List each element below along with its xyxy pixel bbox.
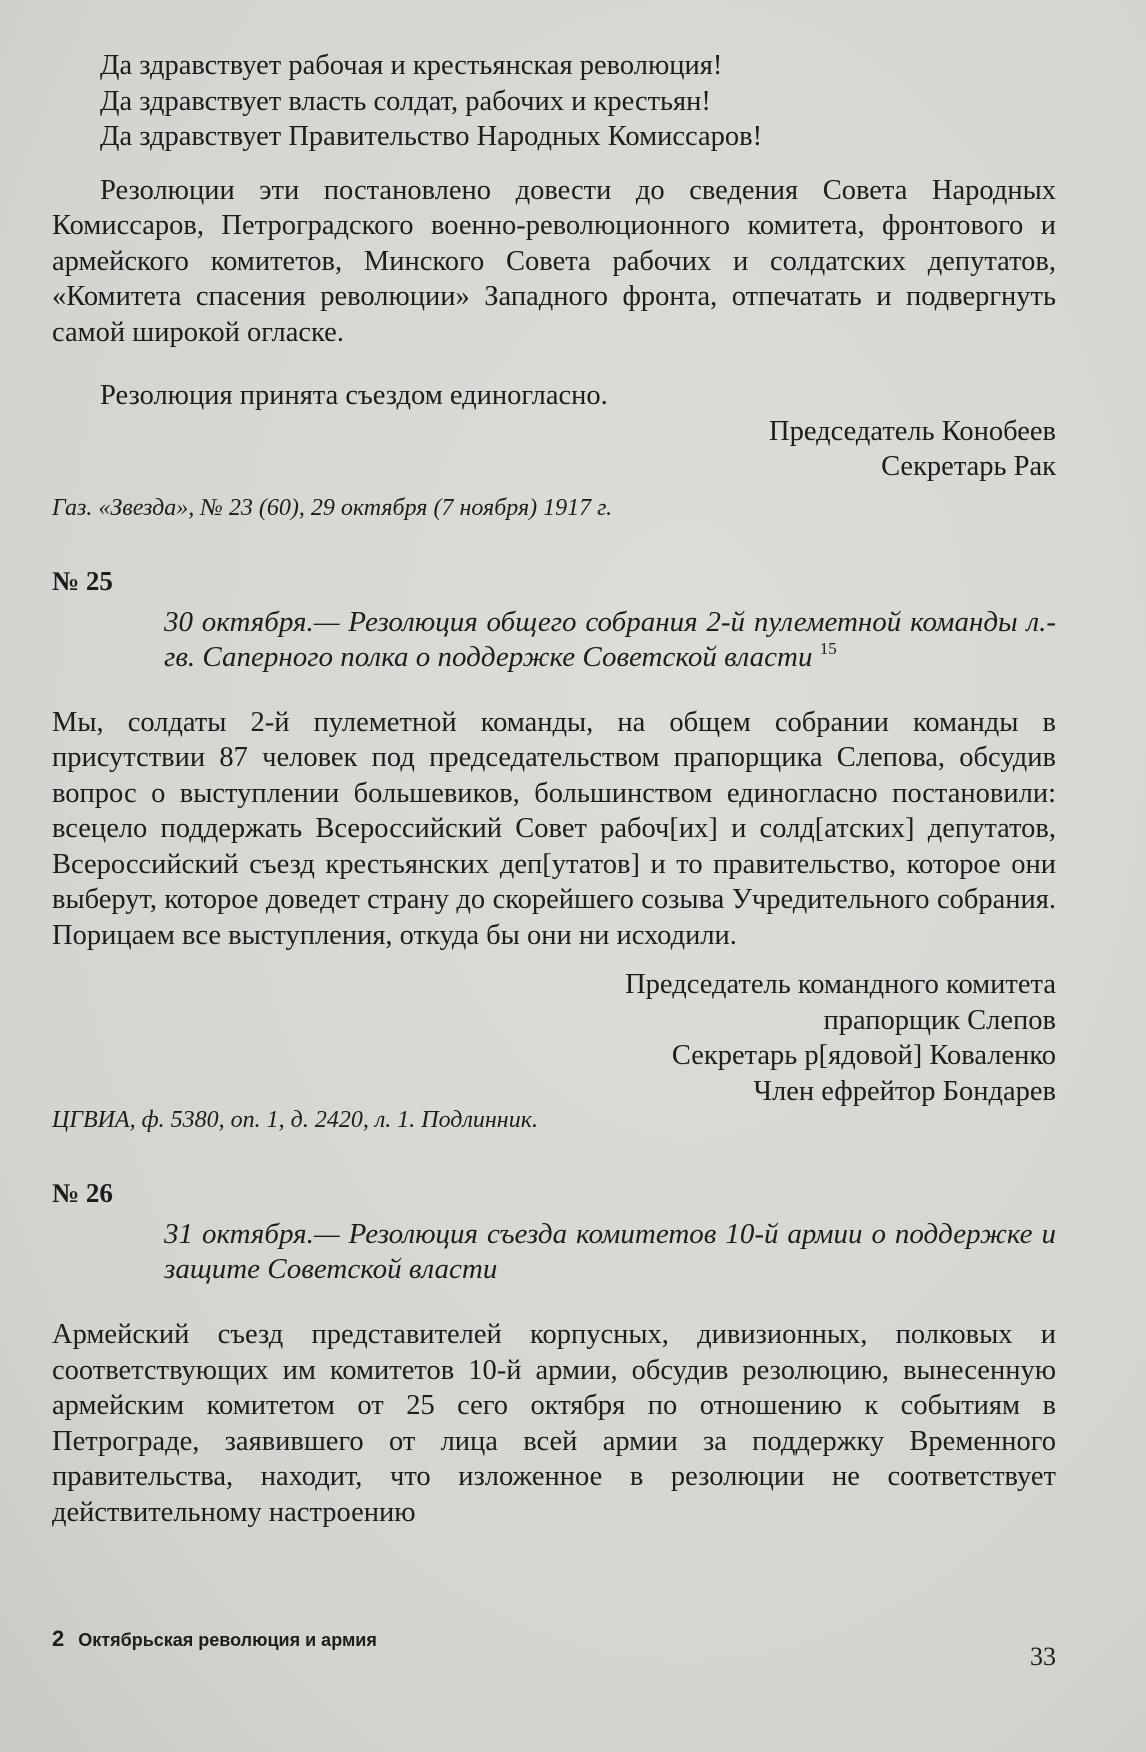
signature-line: Член ефрейтор Бондарев <box>753 1075 1056 1107</box>
signature-line: Председатель командного комитета <box>625 969 1056 1000</box>
source-citation: Газ. «Звезда», № 23 (60), 29 октября (7 ноября) 1917 г. <box>52 494 613 521</box>
signature-chairman: Председатель Конобеев <box>769 415 1056 447</box>
document-title <box>164 605 1056 675</box>
page-number: 33 <box>1030 1642 1056 1671</box>
document-body: Мы, солдаты 2-й пулеметной команды, на общем собрании команды в присутствии 87 человек под председательством прапорщика Слепова, обсудив вопрос о выступлении большевиков, большинством единогласно постановили: всецело поддержать Всероссийский Совет рабоч[их] и солд[атских] депутатов, Всероссийский съезд крестьянских деп[утатов] и то правительство, которое они выберут, которое доведет страну до скорейшего созыва Учредительного собрания. Порицаем все выступления, откуда бы они ни исходили. <box>52 706 1056 951</box>
signature-secretary: Секретарь Рак <box>881 451 1056 482</box>
slogan-line: Да здравствует Правительство Народных Комиссаров! <box>100 121 763 152</box>
document-number: № 25 <box>52 565 113 596</box>
printer-signature <box>52 1626 377 1652</box>
slogan-line: Да здравствует рабочая и крестьянская революция! <box>100 50 723 81</box>
resolution-paragraph: Резолюции эти постановлено довести до сведения Совета Народных Комиссаров, Петроградского военно-революционного комитета, фронтового и армейского комитетов, Минского Совета рабочих и солдатских депутатов, «Комитета спасения революции» Западного фронта, отпечатать и подвергнуть самой широкой огласке. <box>52 174 1056 348</box>
signature-text: Октябрьская революция и армия <box>78 1630 377 1650</box>
document-title: 31 октября.— Резолюция съезда комитетов 10-й армии о поддержке и защите Советской власти <box>164 1218 1056 1285</box>
source-citation: ЦГВИА, ф. 5380, оп. 1, д. 2420, л. 1. Подлинник. <box>52 1107 538 1133</box>
document-title-text: 30 октября.— Резолюция общего собрания 2-й пулеметной команды л.-гв. Саперного полка о поддержке Советской власти <box>164 605 1056 673</box>
page-footer <box>52 1622 1056 1671</box>
page-content <box>52 48 1056 1530</box>
signature-number: 2 <box>52 1626 65 1651</box>
document-number: № 26 <box>52 1178 113 1208</box>
adopted-statement: Резолюция принята съездом единогласно. <box>100 380 608 411</box>
footnote-marker: 15 <box>819 638 837 658</box>
slogan-line: Да здравствует власть солдат, рабочих и крестьян! <box>100 85 711 117</box>
document-body: Армейский съезд представителей корпусных, дивизионных, полковых и соответствующих им комитетов 10-й армии, обсудив резолюцию, вынесенную армейским комитетом от 25 сего октября по отношению к событиям в Петрограде, заявившего от лица всей армии за поддержку Временного правительства, находит, что изложенное в резолюции не соответствует действительному настроению <box>52 1319 1056 1528</box>
signature-line: Секретарь р[ядовой] Коваленко <box>671 1040 1056 1071</box>
signature-line: прапорщик Слепов <box>823 1004 1056 1036</box>
